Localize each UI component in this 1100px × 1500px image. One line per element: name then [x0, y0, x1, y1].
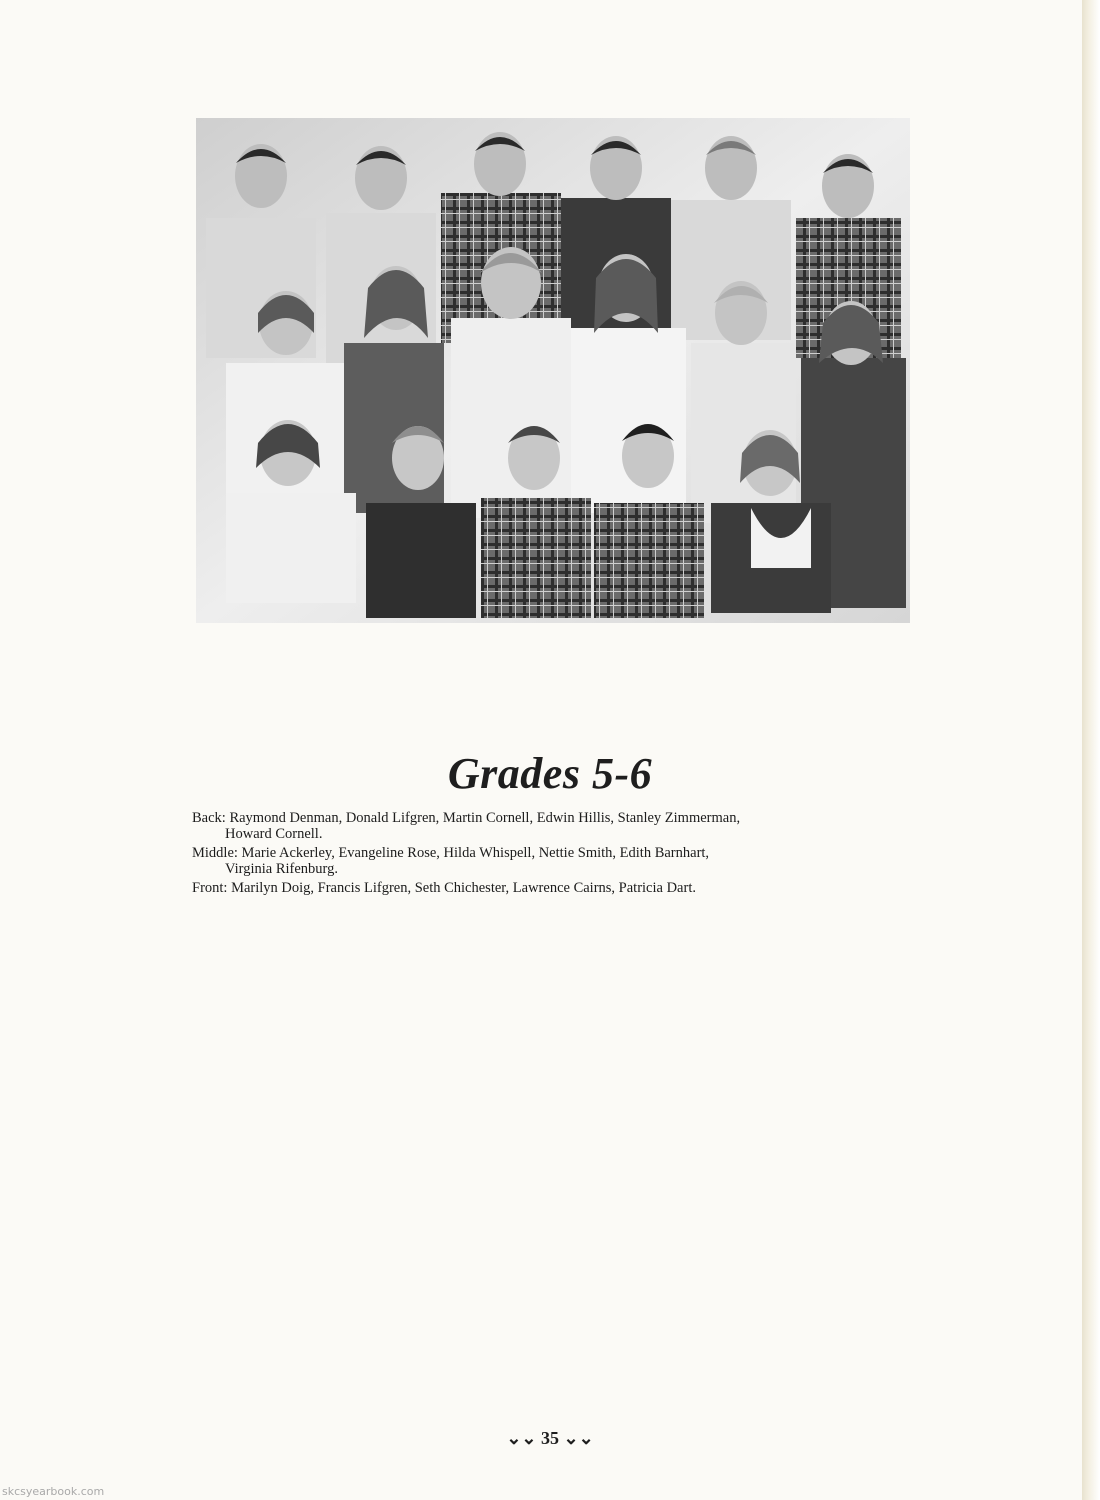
caption-label-back: Back: — [192, 810, 226, 826]
caption-label-middle: Middle: — [192, 845, 238, 861]
caption-names-back-continued: Howard Cornell. — [225, 826, 323, 842]
caption-names-front: Marilyn Doig, Francis Lifgren, Seth Chichester, Lawrence Cairns, Patricia Dart. — [231, 880, 696, 896]
caption-names-middle: Marie Ackerley, Evangeline Rose, Hilda Whispell, Nettie Smith, Edith Barnhart, — [241, 845, 710, 861]
caption-row-middle — [192, 845, 910, 877]
photo-caption — [192, 810, 910, 899]
page-title: Grades 5-6 — [447, 749, 653, 798]
watermark: skcsyearbook.com — [2, 1485, 105, 1498]
page-number: ⌄⌄ 35 ⌄⌄ — [506, 1428, 594, 1448]
caption-row-back — [192, 810, 910, 842]
caption-names-middle-continued: Virginia Rifenburg. — [225, 861, 338, 877]
caption-names-back: Raymond Denman, Donald Lifgren, Martin Cornell, Edwin Hillis, Stanley Zimmerman, — [229, 810, 741, 826]
caption-row-front — [192, 880, 910, 896]
class-photo — [196, 118, 910, 623]
class-photo-image — [196, 118, 910, 623]
caption-label-front: Front: — [192, 880, 228, 896]
